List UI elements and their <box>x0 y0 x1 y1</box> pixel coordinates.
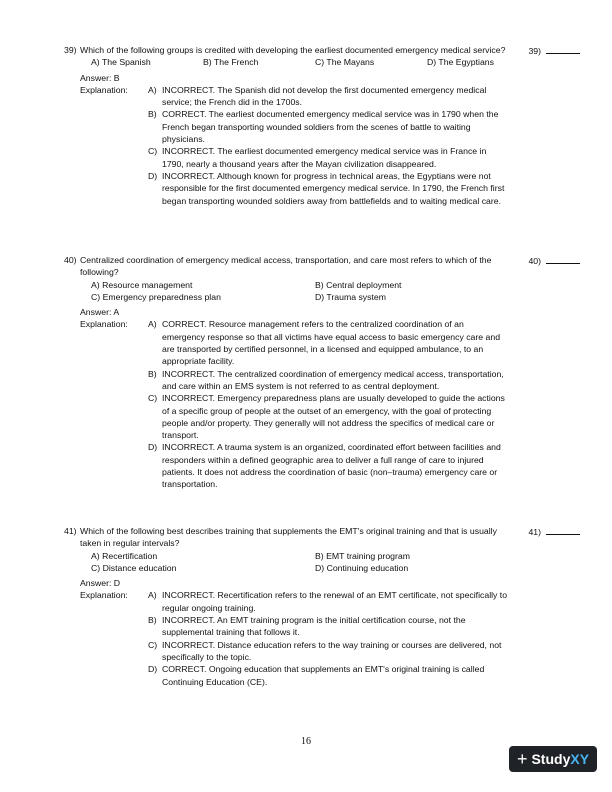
explanation-item: D) INCORRECT. Although known for progress in technical areas, the Egyptians were not responsible for the first documented emergency medical service. In 1790, the French first began transporting wounded soldiers away from battlefields and to waiting medical care. <box>148 170 505 206</box>
choices <box>91 550 584 575</box>
choice-d: D) Continuing education <box>315 562 409 573</box>
logo-text-xy: XY <box>570 750 590 767</box>
explanation-item: C) INCORRECT. Emergency preparedness plans are usually developed to guide the actions of a specific group of people at the outset of an emergency, with the goal of protecting people and/or property. They generally will not address the specifics of medical care or transport. <box>148 393 505 441</box>
choice-b: B) EMT training program <box>315 550 410 561</box>
explanation <box>80 318 584 490</box>
answer-blank: 40) <box>521 254 580 267</box>
question-text: Which of the following groups is credited with developing the earliest documented emergency medical service? <box>80 45 506 55</box>
answer: Answer: B <box>80 72 120 83</box>
question-text: Which of the following best describes training that supplements the EMT's original training and that is usually taken in regular intervals? <box>80 526 497 549</box>
choice-d: D) The Egyptians <box>427 57 494 68</box>
explanation-label: Explanation: <box>80 84 128 95</box>
answer: Answer: D <box>80 578 121 589</box>
plus-icon: + <box>516 748 528 769</box>
answer-blank: 39) <box>521 44 580 57</box>
explanation-item: C) INCORRECT. Distance education refers to the way training or courses are delivered, not specifically to the topic. <box>148 639 502 662</box>
choice-a: A) The Spanish <box>91 57 151 68</box>
explanation-item: C) INCORRECT. The earliest documented emergency medical service was in France in 1790, nearly a thousand years after the Mayan civilization disappeared. <box>148 146 487 169</box>
choice-c: C) The Mayans <box>315 57 375 68</box>
explanation <box>80 589 584 687</box>
choice-a: A) Resource management <box>91 279 193 290</box>
question-text: Centralized coordination of emergency medical access, transportation, and care most refers to which of the following? <box>80 255 492 278</box>
explanation <box>80 84 584 207</box>
explanation-item: A) CORRECT. Resource management refers to the centralized coordination of an emergency response so that all victims have equal access to basic emergency care and are transported by certified personnel, in a licensed and equipped ambulance, to an appropriate facility. <box>148 319 501 367</box>
explanation-label: Explanation: <box>80 590 128 601</box>
explanation-item: B) INCORRECT. The centralized coordination of emergency medical access, transportation, and care within an EMS system is not referred to as central deployment. <box>148 368 504 391</box>
page-number: 16 <box>301 736 311 747</box>
question-40 <box>64 254 584 491</box>
answer: Answer: A <box>80 307 120 318</box>
choice-c: C) Emergency preparedness plan <box>91 291 221 302</box>
choice-d: D) Trauma system <box>315 291 386 302</box>
explanation-item: A) INCORRECT. Recertification refers to the renewal of an EMT certificate, not specifically to regular ongoing training. <box>148 590 508 613</box>
answer-blank: 41) <box>521 525 580 538</box>
logo-text-study: Study <box>531 750 571 767</box>
explanation-item: D) INCORRECT. A trauma system is an organized, coordinated effort between facilities and responders within a defined geographic area to deliver a full range of care to injured patients. It does not address the coordination of basic (non–trauma) emergency care or transportation. <box>148 442 501 490</box>
question-39 <box>64 44 584 207</box>
question-41 <box>64 525 584 688</box>
explanation-item: B) INCORRECT. An EMT training program is the initial certification course, not the supplemental training that follows it. <box>148 615 466 638</box>
choice-a: A) Recertification <box>91 550 158 561</box>
explanation-item: D) CORRECT. Ongoing education that supplements an EMT's original training is called Continuing Education (CE). <box>148 664 485 687</box>
choice-c: C) Distance education <box>91 562 177 573</box>
explanation-label: Explanation: <box>80 319 128 330</box>
choice-b: B) The French <box>203 57 259 68</box>
question-number: 39) <box>64 45 77 55</box>
question-number: 41) <box>64 526 77 536</box>
choices <box>91 56 584 68</box>
choices <box>91 279 584 304</box>
explanation-item: B) CORRECT. The earliest documented emergency medical service was in 1790 when the French began transporting wounded soldiers from the scenes of battle to waiting physicians. <box>148 109 499 145</box>
question-number: 40) <box>64 255 77 265</box>
studyxy-logo[interactable] <box>509 746 597 772</box>
explanation-item: A) INCORRECT. The Spanish did not develop the first documented emergency medical service; the French did in the 1700s. <box>148 84 487 108</box>
choice-b: B) Central deployment <box>315 279 402 290</box>
